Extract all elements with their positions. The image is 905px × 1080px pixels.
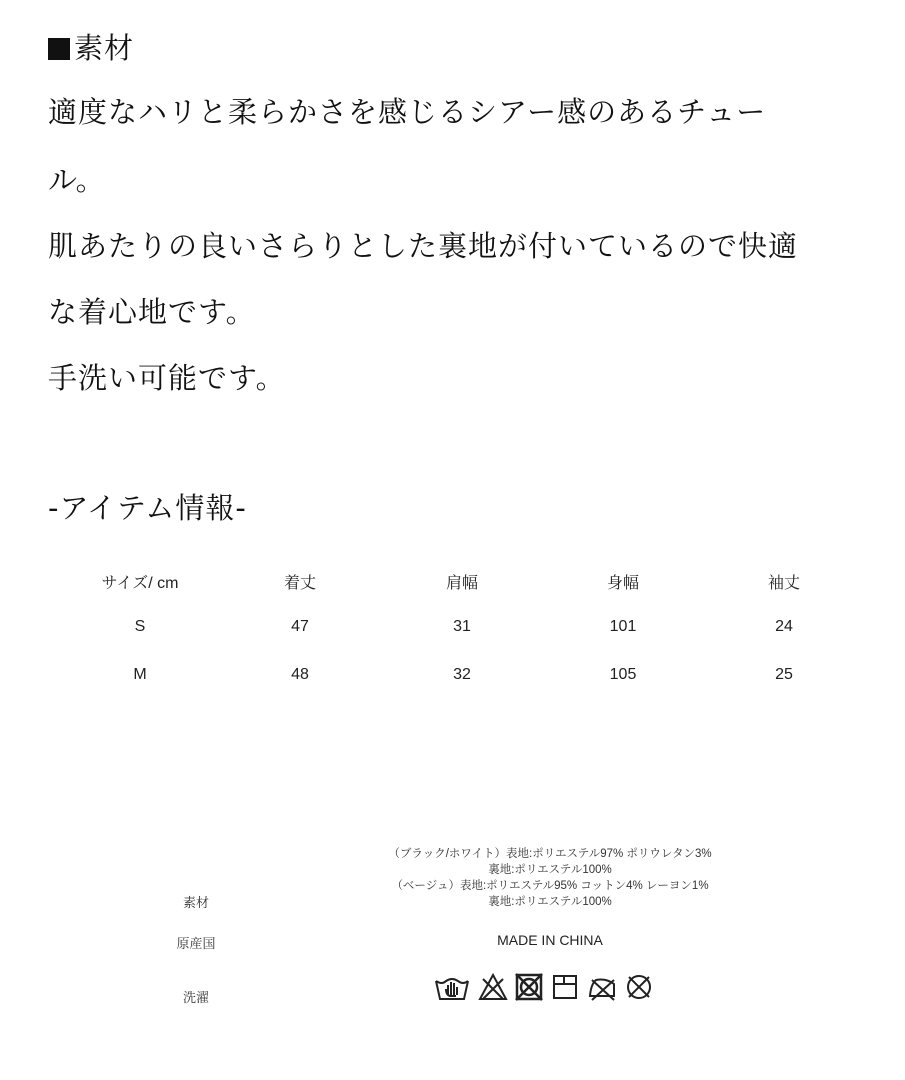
size-table-cell: 47 [291,618,309,635]
do-not-dry-clean-icon [624,972,654,1002]
material-description-line-4: な着心地です。 [48,295,256,329]
size-table-cell: S [134,618,146,635]
material-composition-line: （ベージュ）表地:ポリエステル95% コットン4% レーヨン1% [391,880,709,892]
do-not-bleach-icon [478,972,508,1002]
size-table-cell: 31 [453,618,471,635]
material-composition-line: 裏地:ポリエステル100% [488,896,612,908]
size-table-cell: 105 [609,666,637,683]
size-table-header-shoulder: 肩幅 [445,575,478,592]
table-row [60,658,865,698]
material-composition-line: （ブラック/ホワイト）表地:ポリエステル97% ポリウレタン3% [388,848,712,860]
table-row [60,610,865,650]
size-table-header-sleeve: 袖丈 [767,575,800,592]
spec-care-label: 洗濯 [182,990,209,1005]
do-not-tumble-dry-icon [514,972,544,1002]
material-heading [48,30,134,66]
spec-material-value [340,846,760,910]
spec-origin-value: MADE IN CHINA [497,932,603,948]
material-heading-text: 素材 [74,31,135,65]
spec-origin-label: 原産国 [176,936,216,951]
size-table-header-bust: 身幅 [606,575,639,592]
material-description-line-1: 適度なハリと柔らかさを感じるシアー感のあるチュー [48,95,767,129]
size-table-header-row [60,562,865,602]
material-description-line-2: ル。 [48,163,106,197]
size-table-cell: 25 [775,666,793,683]
size-table-cell: M [133,666,147,683]
square-bullet-icon [48,38,70,60]
hand-wash-icon [432,971,472,1003]
size-table-cell: 32 [453,666,471,683]
material-composition-line: 裏地:ポリエステル100% [488,864,612,876]
low-iron-icon [586,972,618,1002]
size-table-cell: 101 [609,618,637,635]
size-table-cell: 48 [291,666,309,683]
item-info-title: -アイテム情報- [48,491,247,525]
size-table-header-length: 着丈 [283,575,316,592]
size-table-cell: 24 [775,618,793,635]
line-dry-icon [550,972,580,1002]
material-description-line-5: 手洗い可能です。 [48,361,286,395]
size-table-header-size: サイズ/ cm [101,575,179,592]
care-icons [432,970,654,1004]
material-description-line-3: 肌あたりの良いさらりとした裏地が付いているので快適 [48,229,799,263]
spec-material-label: 素材 [182,895,209,910]
